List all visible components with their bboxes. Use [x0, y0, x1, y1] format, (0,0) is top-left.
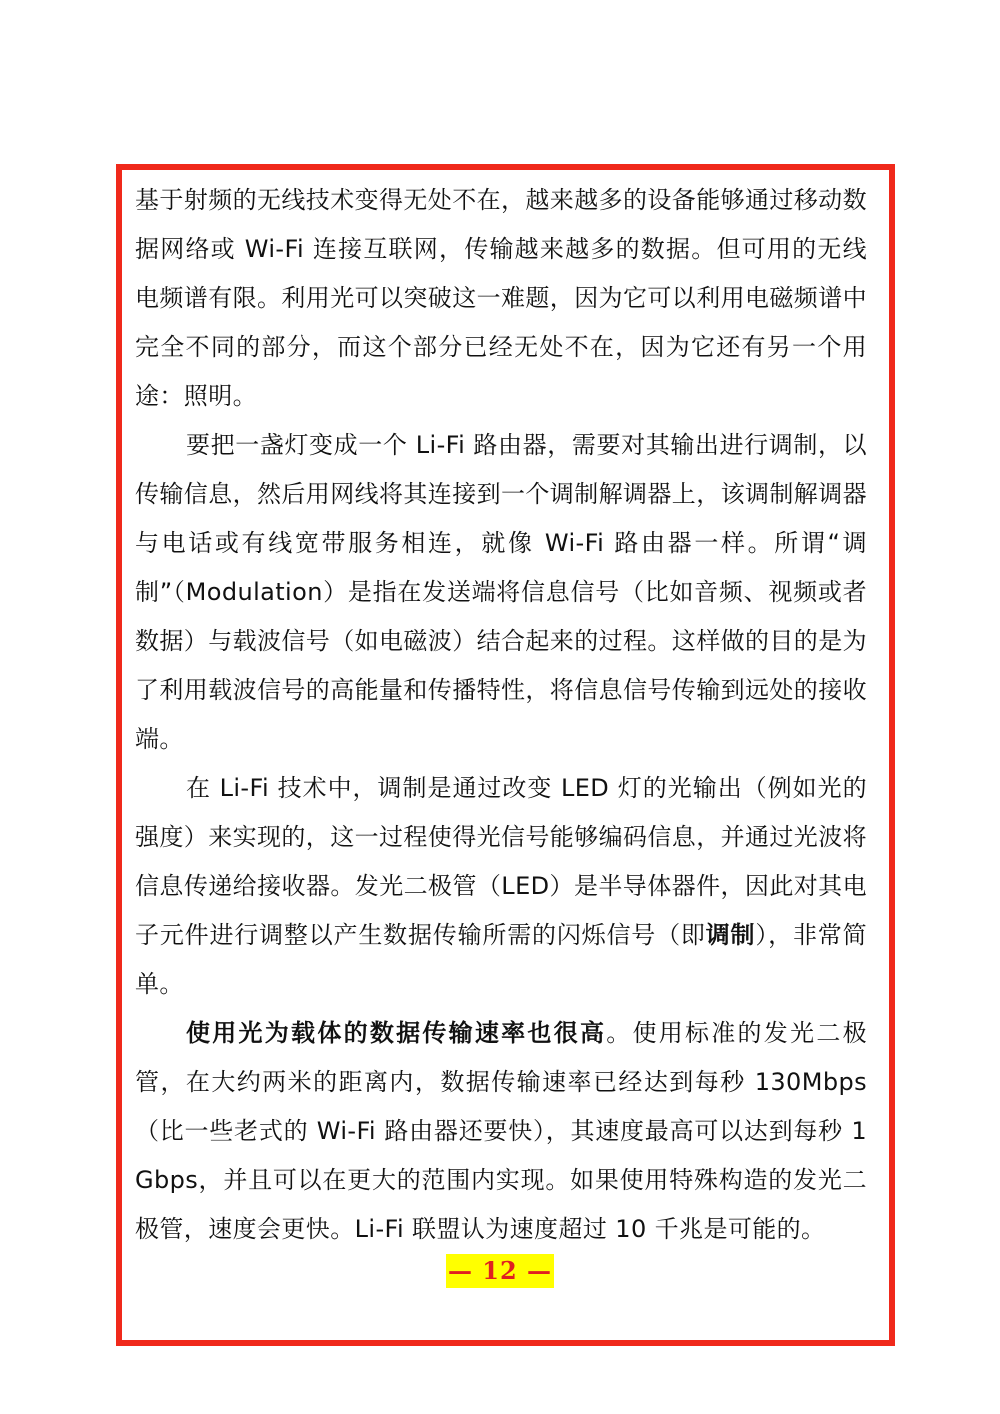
paragraph-3-text-before: 在 Li-Fi 技术中，调制是通过改变 LED 灯的光输出（例如光的强度）来实现的，这一过程使得光信号能够编码信息，并通过光波将信息传递给接收器。发光二极管（LED）是半导体器件，因此对其电子元件进行调整以产生数据传输所需的闪烁信号（即 [135, 774, 867, 949]
document-body [135, 176, 867, 1254]
paragraph-3 [135, 764, 867, 1009]
paragraph-3-bold-term: 调制 [705, 921, 756, 949]
paragraph-4 [135, 1009, 867, 1254]
page-number: — 12 — [446, 1254, 554, 1288]
paragraph-1 [135, 176, 867, 421]
paragraph-1-text: 基于射频的无线技术变得无处不在，越来越多的设备能够通过移动数据网络或 Wi-Fi 连接互联网，传输越来越多的数据。但可用的无线电频谱有限。利用光可以突破这一难题，因为它可以利用电磁频谱中完全不同的部分，而这个部分已经无处不在，因为它还有另一个用途：照明。 [135, 186, 867, 410]
paragraph-4-bold-lead: 使用光为载体的数据传输速率也很高 [186, 1019, 607, 1047]
paragraph-2 [135, 421, 867, 764]
paragraph-4-text-after: 。使用标准的发光二极管，在大约两米的距离内，数据传输速率已经达到每秒 130Mbps（比一些老式的 Wi-Fi 路由器还要快），其速度最高可以达到每秒 1 Gbps，并且可以在更大的范围内实现。如果使用特殊构造的发光二极管，速度会更快。Li-Fi 联盟认为速度超过 10 千兆是可能的。 [135, 1019, 867, 1243]
paragraph-2-text: 要把一盏灯变成一个 Li-Fi 路由器，需要对其输出进行调制，以传输信息，然后用网线将其连接到一个调制解调器上，该调制解调器与电话或有线宽带服务相连，就像 Wi-Fi 路由器一样。所谓“调制”（Modulation）是指在发送端将信息信号（比如音频、视频或者数据）与载波信号（如电磁波）结合起来的过程。这样做的目的是为了利用载波信号的高能量和传播特性，将信息信号传输到远处的接收端。 [135, 431, 867, 753]
paragraph-3-text-after: ），非常简单。 [135, 921, 867, 998]
page-footer [0, 1254, 1000, 1288]
